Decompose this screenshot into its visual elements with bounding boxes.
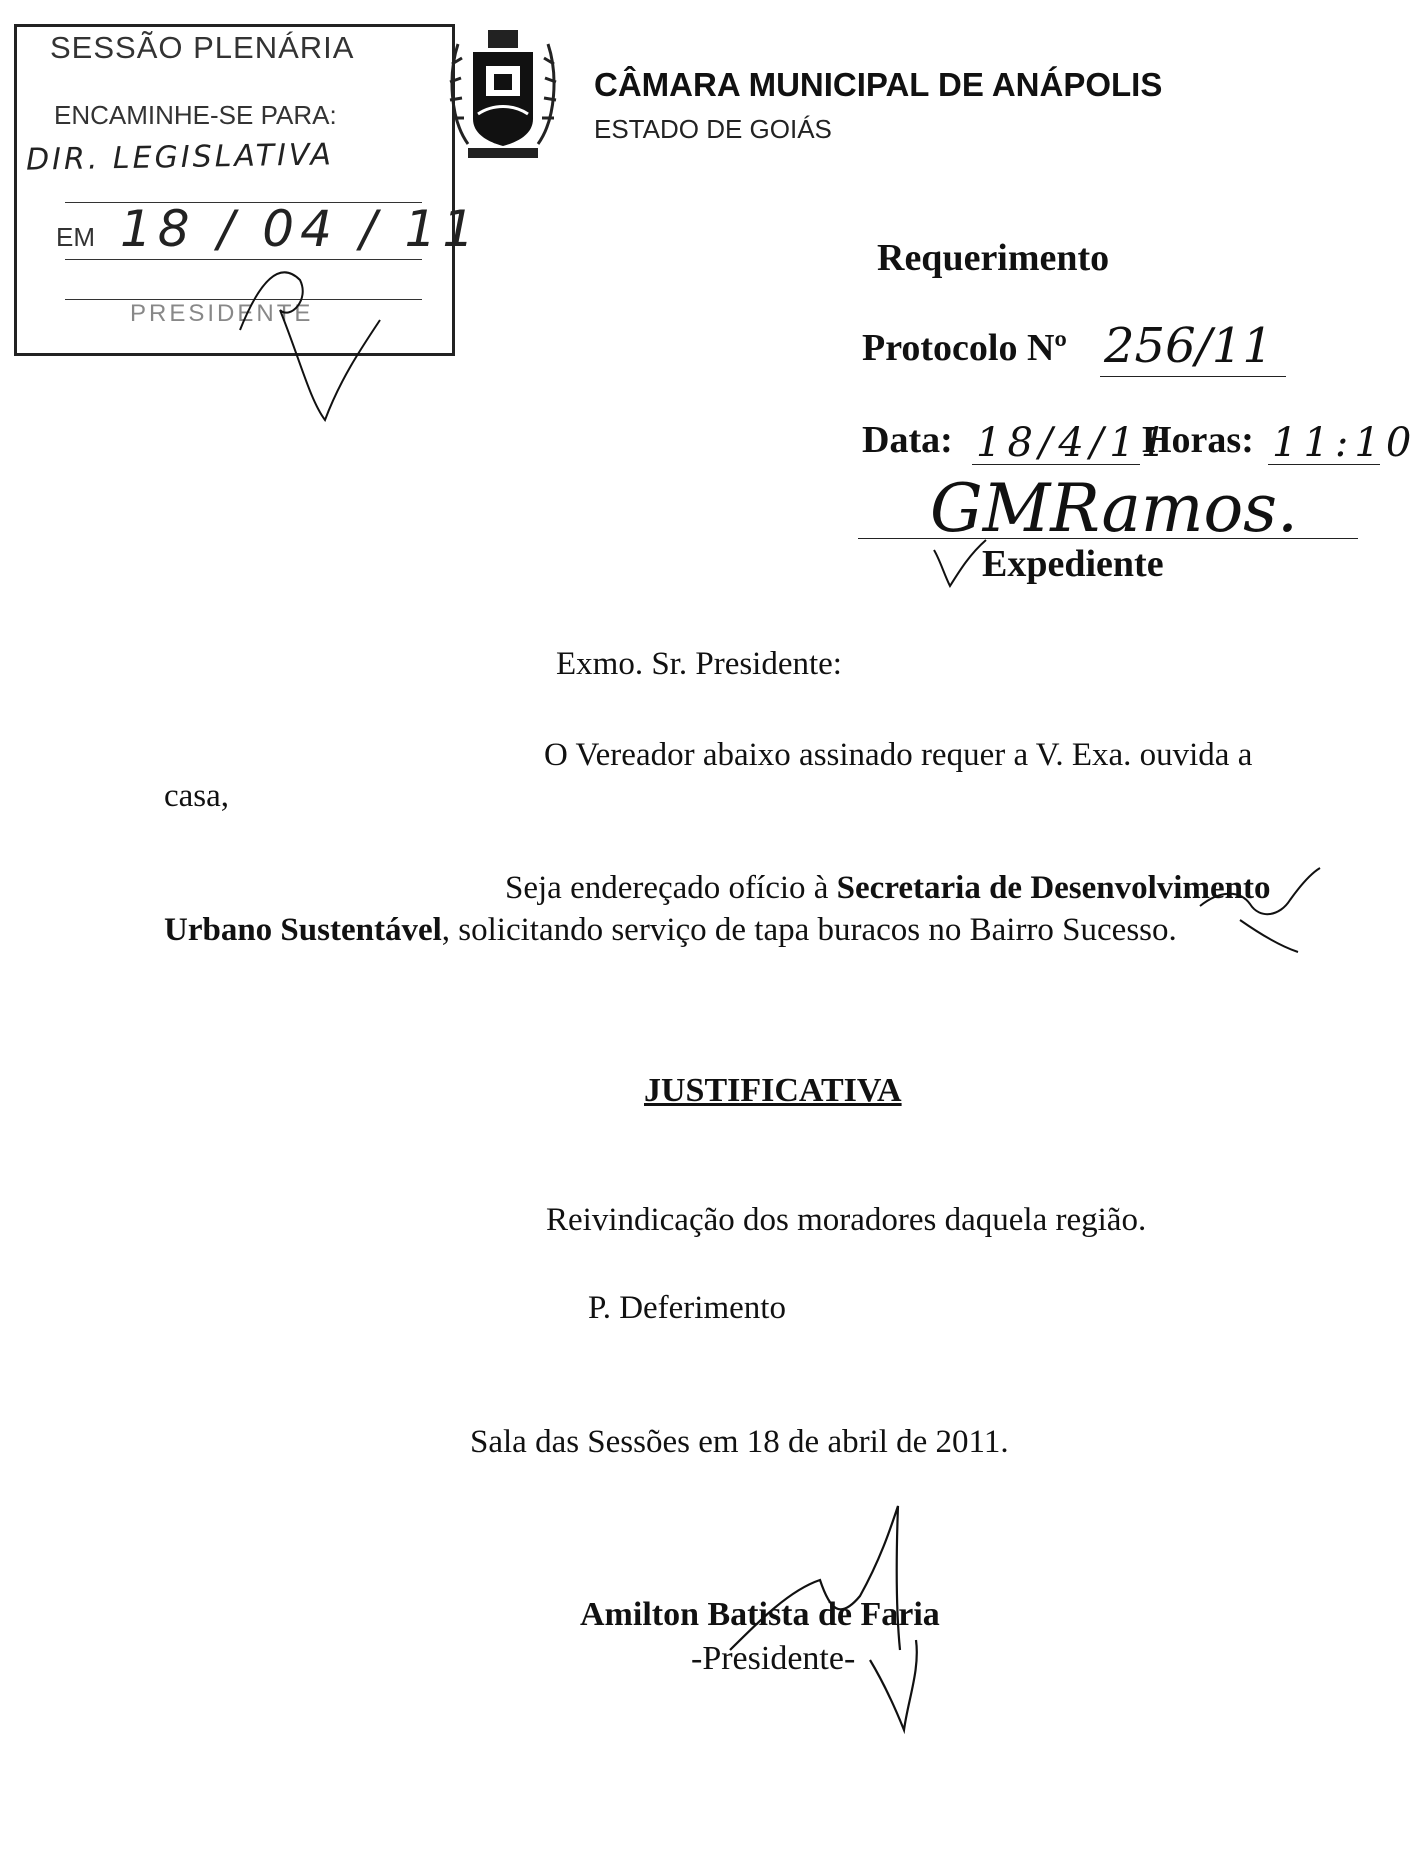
secretariat-name-part1: Secretaria de Desenvolvimento [836, 870, 1271, 906]
handwritten-check-mark [1180, 860, 1330, 960]
org-name: CÂMARA MUNICIPAL DE ANÁPOLIS [594, 66, 1163, 103]
protocol-label: Protocolo Nº [862, 327, 1067, 369]
paragraph-request-cont: casa, [164, 778, 230, 814]
expedient-signature: GMRamos. [930, 470, 1299, 547]
date-underline [972, 464, 1140, 465]
request-title: Requerimento [877, 237, 1110, 279]
stamp-presidente-label: PRESIDENTE [130, 300, 314, 327]
closing-deferimento: P. Deferimento [588, 1290, 786, 1326]
paragraph-office-rest: , solicitando serviço de tapa buracos no Bairro Sucesso. [441, 912, 1177, 948]
protocol-value-handwritten: 256/11 [1104, 318, 1273, 374]
paragraph-request: O Vereador abaixo assinado requer a V. Exa. ouvida a [544, 737, 1253, 773]
hours-underline [1268, 464, 1380, 465]
justification-title: JUSTIFICATIVA [644, 1072, 902, 1109]
date-value-handwritten: 18/4/11 [976, 420, 1173, 466]
stamp-destination-handwritten: DIR. LEGISLATIVA [25, 137, 335, 178]
hours-label: Horas: [1142, 419, 1254, 461]
salutation: Exmo. Sr. Presidente: [556, 646, 842, 682]
stamp-signature-mark [230, 240, 390, 430]
paragraph-office-line2 [164, 912, 1177, 949]
signer-name: Amilton Batista de Faria [580, 1596, 940, 1633]
expedient-label: Expediente [982, 543, 1164, 585]
municipal-crest-icon [438, 24, 568, 164]
justification-text: Reivindicação dos moradores daquela região. [546, 1202, 1147, 1238]
hours-value-handwritten: 11:10 [1272, 420, 1418, 466]
expedient-check-mark [930, 530, 990, 590]
org-state: ESTADO DE GOIÁS [594, 114, 832, 144]
paragraph-office-intro: Seja endereçado ofício à [505, 870, 837, 906]
stamp-date-handwritten: 18 / 04 / 11 [120, 200, 481, 258]
protocol-underline [1100, 376, 1286, 377]
stamp-date-label: EM [56, 222, 95, 252]
place-date: Sala das Sessões em 18 de abril de 2011. [470, 1424, 1009, 1460]
secretariat-name-part2: Urbano Sustentável [164, 912, 442, 948]
stamp-title: SESSÃO PLENÁRIA [50, 30, 355, 65]
signer-role: -Presidente- [691, 1640, 856, 1677]
paragraph-office [505, 870, 1270, 907]
date-label: Data: [862, 419, 953, 461]
stamp-forward-label: ENCAMINHE-SE PARA: [54, 100, 337, 130]
